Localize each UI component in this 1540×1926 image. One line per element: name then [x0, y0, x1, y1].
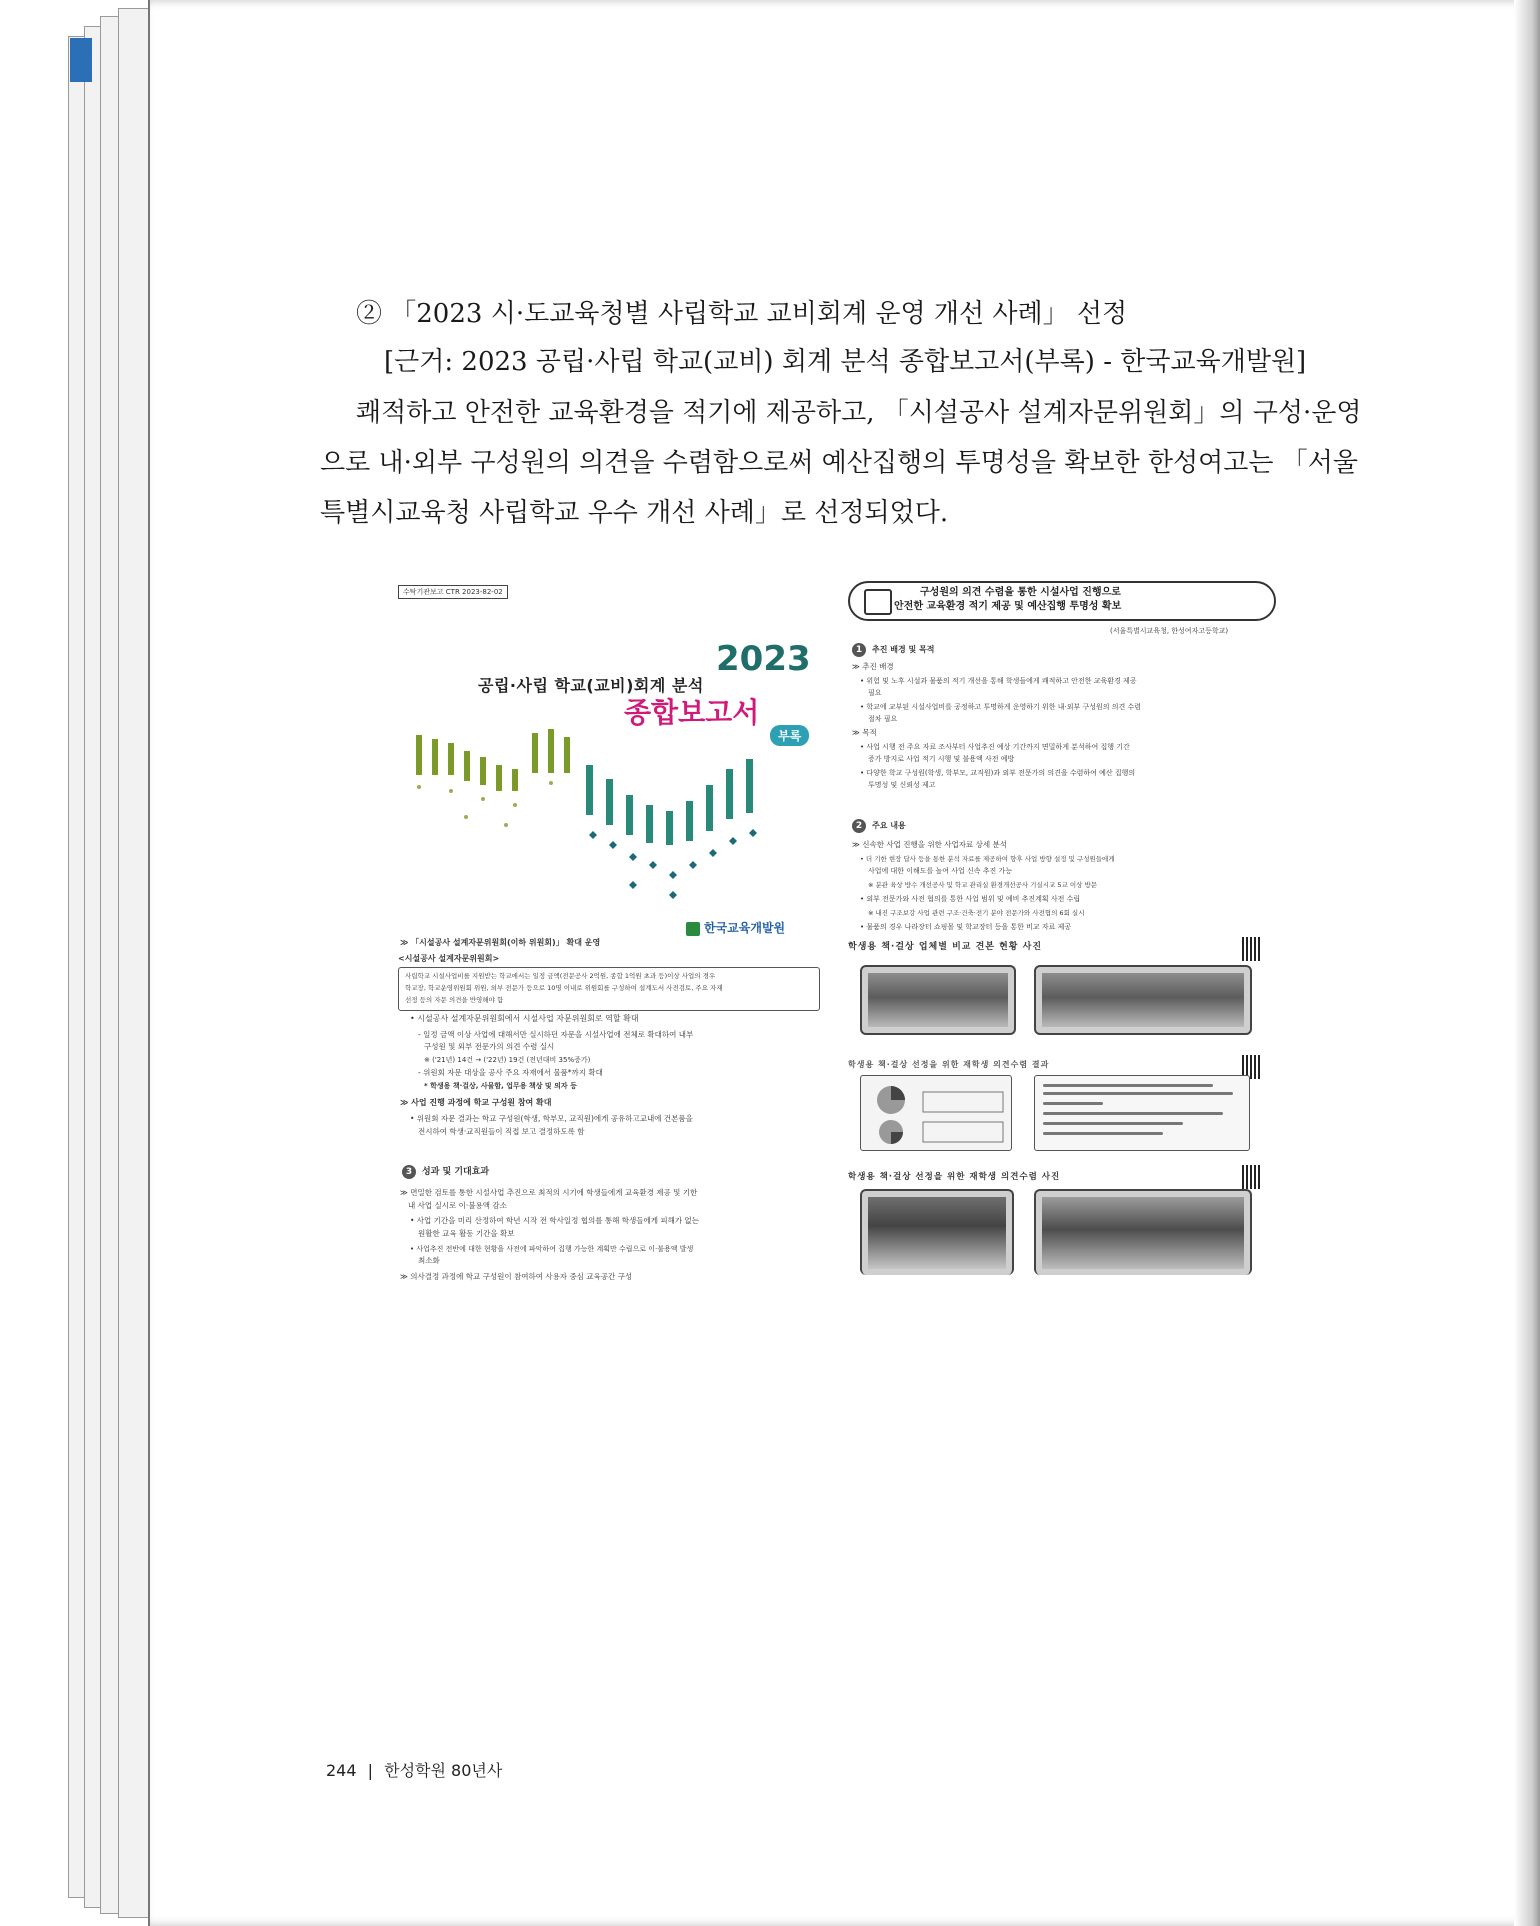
text-line — [1043, 1092, 1233, 1095]
case-banner — [848, 581, 1276, 621]
text-line — [1043, 1102, 1103, 1105]
committee-info-box — [398, 967, 820, 1011]
goal-label: ≫ 목적 — [852, 728, 877, 737]
committee-bullet: - 일정 금액 이상 사업에 대해서만 실시하던 자문을 시설사업에 전체로 확대하여 내부 — [418, 1030, 694, 1039]
main-content-label: ≫ 신속한 사업 진행을 위한 사업자료 상세 분석 — [852, 840, 1007, 849]
body-paragraph: 쾌적하고 안전한 교육환경을 적기에 제공하고, 「시설공사 설계자문위원회」의 구성·운영으로 내·외부 구성원의 의견을 수렴함으로써 예산집행의 투명성을 확보한 한성여고는 「서울특별시교육청 사립학교 우수 개선 사례」로 선정되었다. — [320, 398, 1362, 528]
pie-chart-icon — [861, 1076, 1011, 1150]
main-content-line: • 외부 전문가와 사전 협의를 통한 사업 범위 및 예비 추진계획 사전 수립 — [860, 895, 1081, 903]
student-survey-photo — [860, 1189, 1014, 1275]
document-icon — [864, 589, 892, 615]
participation-line: 전시하여 학생·교직원들이 직접 보고 결정하도록 함 — [418, 1127, 585, 1136]
committee-box-line: 선정 등의 자문 의견을 반영해야 함 — [405, 996, 504, 1004]
section-2-number: 2 — [852, 819, 866, 833]
survey-results-document — [1034, 1075, 1250, 1151]
photo-caption-3: 학생용 책·걸상 선정을 위한 재학생 의견수렴 사진 — [848, 1172, 1061, 1182]
book-title: 한성학원 80년사 — [384, 1761, 503, 1780]
committee-bullet: 구성원 및 외부 전문가의 의견 수렴 실시 — [424, 1042, 555, 1051]
survey-chart-image — [860, 1075, 1012, 1151]
committee-heading: ≫ 「시설공사 설계자문위원회(이하 위원회)」 확대 운영 — [400, 938, 601, 947]
desk-sample-photo — [860, 965, 1016, 1035]
section-1-number: 1 — [852, 643, 866, 657]
case-source: (서울특별시교육청, 한성여자고등학교) — [1110, 627, 1229, 635]
background-label: ≫ 추진 배경 — [852, 662, 894, 671]
result-line: ≫ 의사결정 과정에 학교 구성원이 참여하여 사용자 중심 교육공간 구성 — [400, 1272, 633, 1281]
report-badge: 부록 — [770, 725, 809, 746]
result-line: 원활한 교육 활동 기간을 확보 — [418, 1229, 515, 1238]
report-year: 2023 — [716, 639, 811, 679]
goal-line: • 사업 시행 전 주요 자료 조사부터 사업추진 예상 기간까지 면밀하게 분석하여 집행 기간 — [860, 743, 1130, 751]
blue-edge-tab — [70, 38, 92, 82]
section-heading: ② 「2023 시·도교육청별 사립학교 교비회계 운영 개선 사례」 선정 — [356, 299, 1128, 329]
background-line: 절차 필요 — [868, 715, 898, 723]
result-line: • 사업추진 전반에 대한 현황을 사전에 파악하여 집행 가능한 계획만 수립으로 이·불용액 발생 — [410, 1245, 694, 1253]
result-line: ≫ 면밀한 검토를 통한 시설사업 추진으로 최적의 시기에 학생들에게 교육환경 제공 및 기한 — [400, 1188, 698, 1197]
section-2-title: 주요 내용 — [872, 821, 906, 830]
result-line: • 사업 기간을 미리 산정하여 학년 시작 전 학사일정 협의를 통해 학생들에게 피해가 없는 — [410, 1216, 699, 1225]
publisher-name: 한국교육개발원 — [704, 921, 786, 935]
main-content-line: ※ 내진 구조보강 사업 관련 구조·건축·전기 분야 전문가와 사전협의 6회 실시 — [868, 909, 1085, 917]
committee-box-line: 사립학교 시설사업비를 지원받는 학교에서는 일정 금액(전문공사 2억원, 종합 1억원 초과 등)이상 사업의 경우 — [405, 972, 716, 980]
result-line: 최소화 — [418, 1256, 440, 1265]
section-3-title: 성과 및 기대효과 — [422, 1167, 490, 1177]
main-content-line: ※ 분관 육상 방수 개선공사 및 학교 관리실 환경개선공사 기실시교 5교 이상 방문 — [868, 881, 1098, 889]
book-page-edges — [0, 0, 160, 1926]
case-summary-column — [846, 575, 1284, 1295]
committee-bullet: ※ ('21년) 14건 → ('22년) 19건 (전년대비 35%증가) — [424, 1056, 591, 1064]
committee-box-label: <시설공사 설계자문위원회> — [398, 954, 500, 963]
background-line: 필요 — [868, 689, 882, 697]
text-line — [1043, 1122, 1183, 1125]
text-line — [1043, 1132, 1163, 1135]
page-number: 244 — [326, 1761, 357, 1780]
photo-caption-2: 학생용 책·걸상 선정을 위한 재학생 의견수렴 결과 — [848, 1060, 1050, 1069]
participation-line: • 위원회 자문 결과는 학교 구성원(학생, 학부모, 교직원)에게 공유하고교내에 건본품을 — [410, 1114, 693, 1123]
result-line: 내 사업 실시로 이·불용액 감소 — [408, 1201, 507, 1210]
footer-separator: | — [367, 1761, 374, 1780]
goal-line: 증가 방지로 사업 적기 시행 및 불용액 사전 예방 — [868, 755, 1015, 763]
main-content-line: • 더 기한 현장 답사 등을 통한 분석 자료를 제공하여 향후 사업 방향 설정 및 구성원들에게 — [860, 855, 1115, 863]
goal-line: 투명성 및 신뢰성 제고 — [868, 781, 936, 789]
cover-diamond-artwork — [406, 725, 826, 905]
qr-code-icon — [1242, 937, 1262, 961]
main-content-line: 사업에 대한 이해도를 높여 사업 신속 추진 가능 — [868, 867, 1013, 875]
committee-bullet: - 위원회 자문 대상을 공사 주요 자재에서 물품*까지 확대 — [418, 1068, 603, 1077]
basis-citation: [근거: 2023 공립·사립 학교(교비) 회계 분석 종합보고서(부록) - 한국교육개발원] — [384, 347, 1307, 377]
report-code: 수탁기관보고 CTR 2023-82-02 — [398, 585, 508, 599]
section-3-number: 3 — [402, 1165, 416, 1179]
goal-line: • 다양한 학교 구성원(학생, 학부모, 교직원)과 외부 전문가의 의견을 수렴하여 예산 집행의 — [860, 769, 1136, 777]
page-footer — [326, 1758, 502, 1781]
report-subtitle: 종합보고서 — [624, 696, 760, 729]
photo-caption-1: 학생용 책·걸상 업체별 비교 견본 현황 사진 — [848, 942, 1043, 952]
committee-bullet: • 시설공사 설계자문위원회에서 시설사업 자문위원회로 역할 확대 — [410, 1014, 639, 1023]
scanned-report-figure — [396, 575, 1284, 1295]
section-1-title: 추진 배경 및 목적 — [872, 645, 935, 654]
kedi-logo-icon — [686, 922, 700, 936]
participation-heading: ≫ 사업 진행 과정에 학교 구성원 참여 확대 — [400, 1098, 552, 1107]
page-right-shadow — [1514, 0, 1540, 1926]
qr-code-icon — [1242, 1165, 1262, 1189]
committee-box-line: 학교장, 학교운영위원회 위원, 외부 전문가 등으로 10명 이내로 위원회를 구성하여 설계도서 사전검토, 주요 자재 — [405, 984, 723, 992]
committee-bullet: * 학생용 책·걸상, 사물함, 업무용 책상 및 의자 등 — [424, 1082, 577, 1090]
background-line: • 학교에 교부된 시설사업비를 공정하고 투명하게 운영하기 위한 내·외부 구성원의 의견 수렴 — [860, 703, 1142, 711]
case-banner-line-2: 안전한 교육환경 적기 제공 및 예산집행 투명성 확보 — [894, 601, 1122, 612]
text-line — [1043, 1112, 1223, 1115]
student-survey-photo — [1034, 1189, 1252, 1275]
background-line: • 위험 및 노후 시설과 물품의 적기 개선을 통해 학생들에게 쾌적하고 안전한 교육환경 제공 — [860, 677, 1137, 685]
case-banner-line-1: 구성원의 의견 수렴을 통한 시설사업 진행으로 — [920, 587, 1121, 598]
publisher-logo — [686, 919, 785, 936]
text-line — [1043, 1084, 1213, 1087]
report-cover-column — [396, 575, 836, 1295]
desk-sample-photo — [1034, 965, 1252, 1035]
main-content-line: • 물품의 경우 나라장터 쇼핑몰 및 학교장터 등을 통한 비교 자료 제공 — [860, 923, 1072, 931]
report-title: 공립·사립 학교(교비)회계 분석 — [478, 676, 704, 695]
